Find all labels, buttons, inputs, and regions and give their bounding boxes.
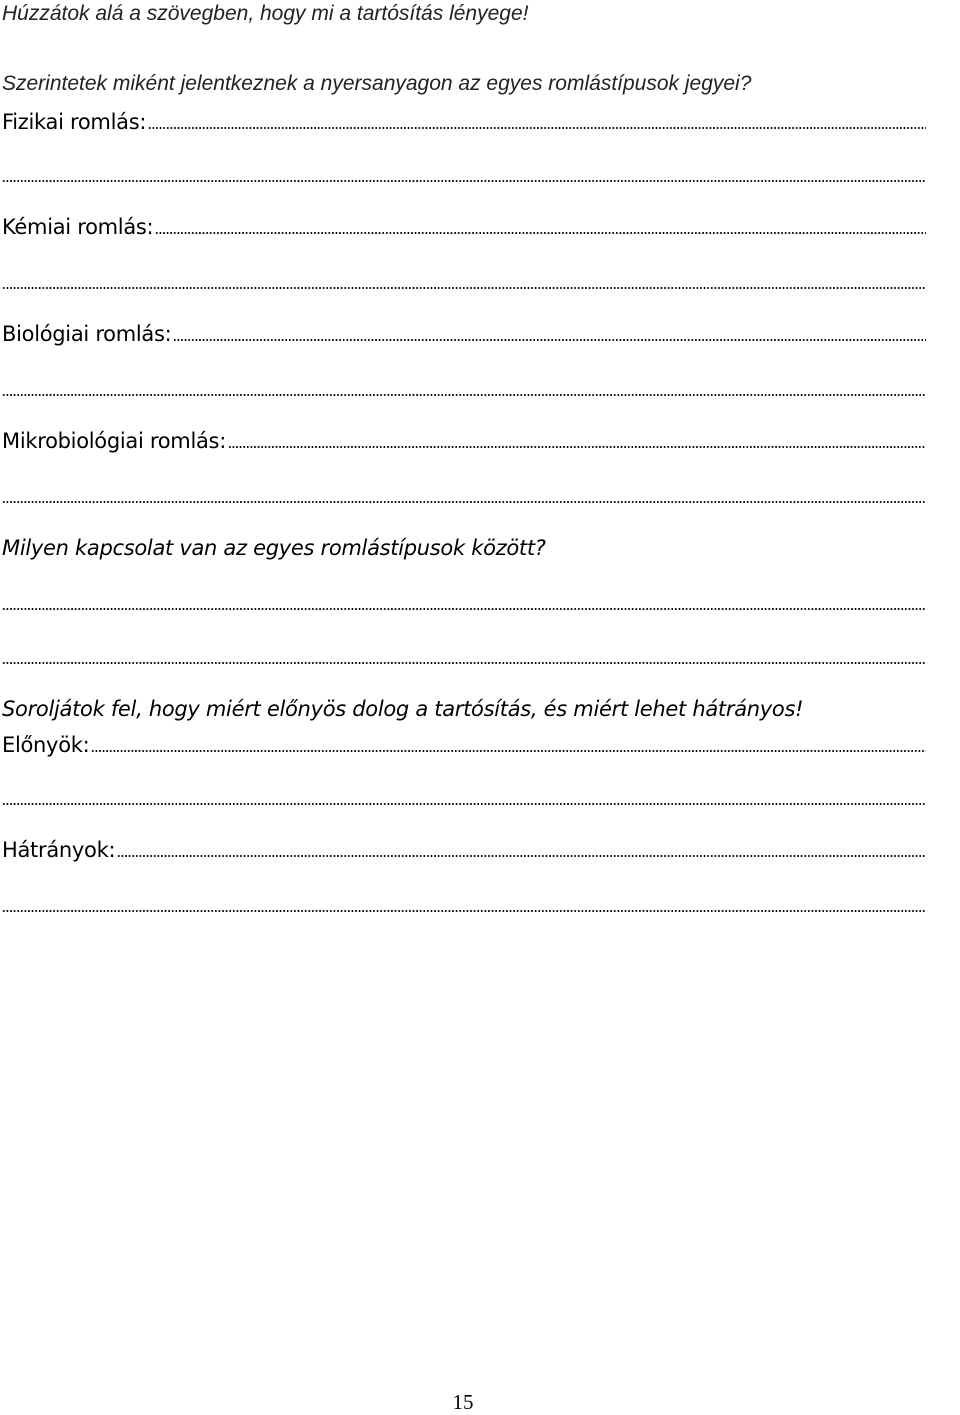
answer-physical-spoilage[interactable] [2, 110, 926, 134]
answer-line[interactable] [2, 180, 926, 182]
advantages-label: Előnyök: [2, 733, 90, 757]
answer-biological-spoilage[interactable] [2, 322, 926, 346]
underline-task-text: Húzzátok alá a szövegben, hogy mi a tartósítás lényege! [2, 2, 529, 25]
answer-advantages[interactable] [2, 733, 926, 757]
answer-dots [148, 127, 926, 129]
relation-question-text: Milyen kapcsolat van az egyes romlástípusok között? [2, 536, 546, 560]
answer-dots [228, 446, 926, 448]
answer-line[interactable] [2, 501, 926, 503]
biological-spoilage-label: Biológiai romlás: [2, 322, 172, 346]
answer-dots [117, 855, 926, 857]
answer-microbiological-spoilage[interactable] [2, 429, 926, 453]
answer-line[interactable] [2, 608, 926, 610]
answer-line[interactable] [2, 803, 926, 805]
disadvantages-label: Hátrányok: [2, 838, 116, 862]
signs-question-text: Szerintetek miként jelentkeznek a nyersanyagon az egyes romlástípusok jegyei? [2, 72, 752, 95]
answer-line[interactable] [2, 910, 926, 912]
physical-spoilage-label: Fizikai romlás: [2, 110, 147, 134]
answer-line[interactable] [2, 394, 926, 396]
pros-cons-task-text: Soroljátok fel, hogy miért előnyös dolog a tartósítás, és miért lehet hátrányos! [2, 697, 804, 721]
answer-dots [155, 232, 926, 234]
answer-dots [91, 750, 926, 752]
answer-line[interactable] [2, 662, 926, 664]
chemical-spoilage-label: Kémiai romlás: [2, 215, 154, 239]
answer-dots [173, 339, 926, 341]
page-number: 15 [452, 1390, 474, 1414]
microbiological-spoilage-label: Mikrobiológiai romlás: [2, 429, 226, 453]
answer-chemical-spoilage[interactable] [2, 215, 926, 239]
answer-disadvantages[interactable] [2, 838, 926, 862]
answer-line[interactable] [2, 287, 926, 289]
